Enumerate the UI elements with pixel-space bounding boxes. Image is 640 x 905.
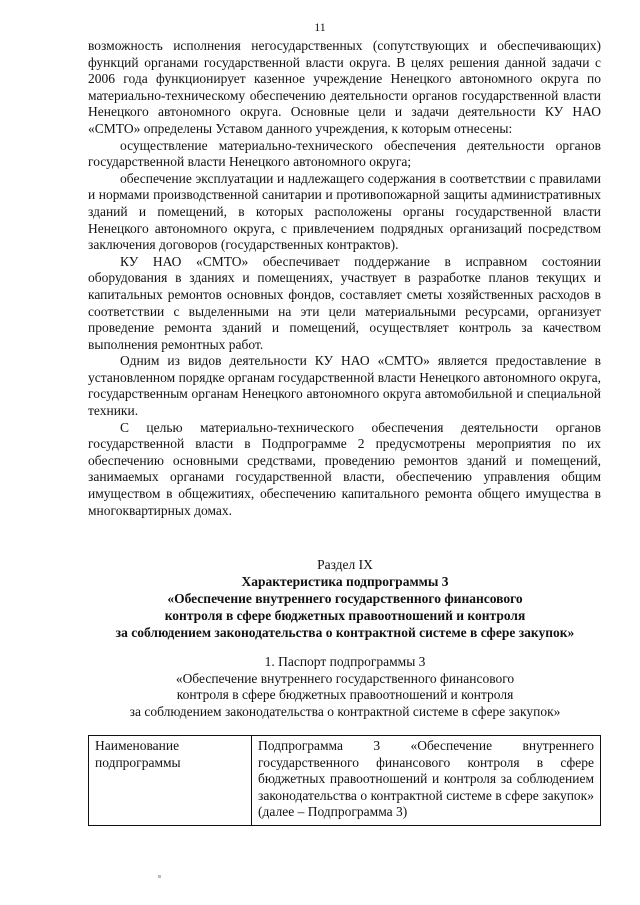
section-title-line: за соблюдением законодательства о контрактной системе в сфере закупок» [115,625,575,640]
paragraph: КУ НАО «СМТО» обеспечивает поддержание в исправном состоянии оборудования в зданиях и помещениях, участвует в разработке планов текущих и капитальных ремонтов основных фондов, составляет сметы хозяйственных расходов в соответствии с выделенными на эти цели материальными ресурсами, организует проведение ремонта зданий и помещений, осуществляет контроль за качеством выполнения ремонтных работ. [88,253,601,352]
passport-heading [60,654,630,720]
passport-title-line: «Обеспечение внутреннего государственного финансового [175,670,515,686]
section-label: Раздел IX [317,557,373,572]
passport-title-line: 1. Паспорт подпрограммы 3 [264,654,426,669]
section-title-line: «Обеспечение внутреннего государственного финансового [167,591,523,606]
section-title-line: Характеристика подпрограммы 3 [241,574,449,589]
passport-title-line: за соблюдением законодательства о контрактной системе в сфере закупок» [129,703,561,719]
table-cell-value: Подпрограмма 3 «Обеспечение внутреннего государственного финансового контроля в сфере бюджетных правоотношений и контроля за соблюдением законодательства о контрактной системе в сфере закупок» (далее – Подпрограмма 3) [252,736,601,826]
paragraph: С целью материально-технического обеспечения деятельности органов государственной власти в Подпрограмме 2 предусмотрены мероприятия по их обеспечению основными средствами, проведению ремонтов зданий и помещений, занимаемых органами государственной власти, обеспечению управления общим имуществом в общежитиях, обеспечению капитального ремонта общего имущества в многоквартирных домах. [88,419,601,518]
paragraph: возможность исполнения негосударственных (сопутствующих и обеспечивающих) функций органами государственной власти округа. В целях решения данной задачи с 2006 года функционирует казенное учреждение Ненецкого автономного округа по материально-техническому обеспечению деятельности органов государственной власти Ненецкого автономного округа. Основные цели и задачи деятельности КУ НАО «СМТО» определены Уставом данного учреждения, к которым отнесены: [88,38,601,136]
section-heading [60,556,630,641]
section-title-line: контроля в сфере бюджетных правоотношений и контроля [164,608,526,623]
paragraph: обеспечение эксплуатации и надлежащего содержания в соответствии с правилами и нормами производственной санитарии и противопожарной защиты административных зданий и помещений, в которых расположены органы государственной власти Ненецкого автономного округа, с привлечением подрядных организаций посредством заключения договоров (государственных контрактов). [88,170,601,253]
scan-speck [158,875,161,878]
body-text [88,38,601,519]
table-row [89,736,601,826]
table-cell-label: Наименование подпрограммы [89,736,252,826]
passport-table [88,735,601,826]
paragraph: Одним из видов деятельности КУ НАО «СМТО» является предоставление в установленном порядке органам государственной власти Ненецкого автономного округа, государственным органам Ненецкого автономного округа автомобильной и специальной техники. [88,353,601,419]
page-number: 11 [314,20,326,34]
paragraph: осуществление материально-технического обеспечения деятельности органов государственной власти Ненецкого автономного округа; [88,137,601,170]
passport-title-line: контроля в сфере бюджетных правоотношений и контроля [176,687,514,703]
